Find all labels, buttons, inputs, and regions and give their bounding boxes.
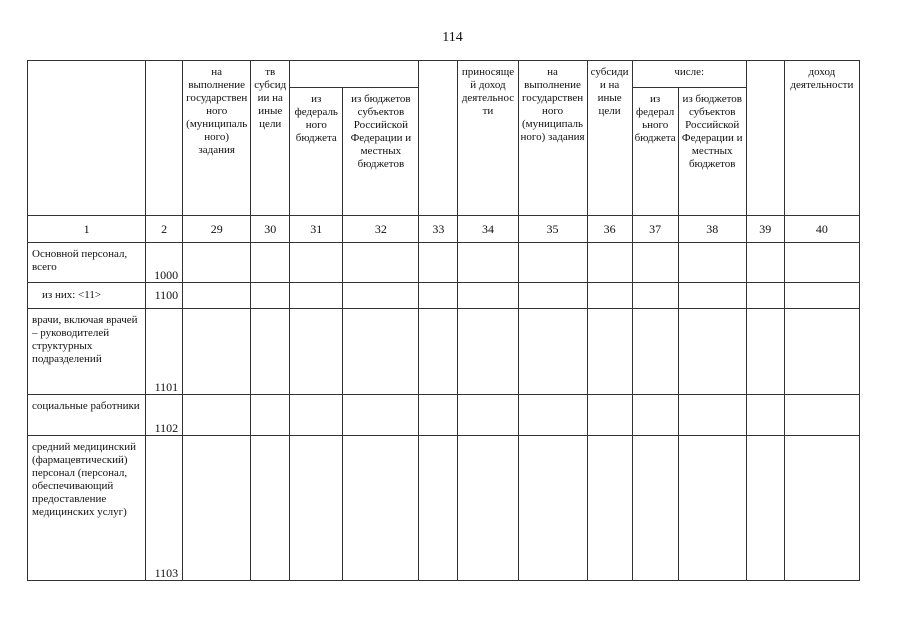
table-row xyxy=(28,309,860,395)
table-row xyxy=(28,243,860,283)
data-cell xyxy=(183,436,251,581)
data-cell xyxy=(784,243,859,283)
header-cell-1 xyxy=(28,61,146,216)
row-code: 1000 xyxy=(146,243,183,283)
data-cell xyxy=(632,395,678,436)
column-number: 39 xyxy=(746,216,784,243)
row-label: социальные работники xyxy=(28,395,146,436)
data-cell xyxy=(251,436,290,581)
header-cell-37-38-group: числе: xyxy=(632,61,746,88)
data-cell xyxy=(518,436,587,581)
data-cell xyxy=(343,395,419,436)
data-cell xyxy=(343,309,419,395)
header-cell-35: на выполнение государственного (муниципального) задания xyxy=(518,61,587,216)
header-cell-36: субсидии на иные цели xyxy=(587,61,632,216)
data-cell xyxy=(632,283,678,309)
column-number: 32 xyxy=(343,216,419,243)
data-cell xyxy=(343,283,419,309)
data-cell xyxy=(458,283,518,309)
data-cell xyxy=(290,309,343,395)
header-cell-32: из бюджетов субъектов Российской Федерации и местных бюджетов xyxy=(343,88,419,216)
data-cell xyxy=(746,436,784,581)
data-cell xyxy=(678,283,746,309)
row-code: 1102 xyxy=(146,395,183,436)
column-number: 31 xyxy=(290,216,343,243)
column-number: 29 xyxy=(183,216,251,243)
report-table xyxy=(27,60,860,581)
data-cell xyxy=(632,436,678,581)
data-cell xyxy=(183,243,251,283)
page-number: 114 xyxy=(442,30,463,45)
data-cell xyxy=(587,283,632,309)
data-cell xyxy=(784,395,859,436)
data-cell xyxy=(632,243,678,283)
data-cell xyxy=(518,243,587,283)
header-cell-29: на выполнение государственного (муниципального) задания xyxy=(183,61,251,216)
data-cell xyxy=(458,243,518,283)
column-number: 38 xyxy=(678,216,746,243)
table-row xyxy=(28,395,860,436)
data-cell xyxy=(678,436,746,581)
header-cell-31: из федерального бюджета xyxy=(290,88,343,216)
row-label: из них: <11> xyxy=(28,283,146,309)
data-cell xyxy=(458,309,518,395)
data-cell xyxy=(518,309,587,395)
column-number: 35 xyxy=(518,216,587,243)
row-code: 1103 xyxy=(146,436,183,581)
data-cell xyxy=(746,309,784,395)
header-cell-30: тв субсидии на иные цели xyxy=(251,61,290,216)
data-cell xyxy=(784,436,859,581)
header-cell-31-32-group xyxy=(290,61,419,88)
column-number: 40 xyxy=(784,216,859,243)
column-number: 33 xyxy=(419,216,458,243)
table-row xyxy=(28,436,860,581)
header-cell-37: из федерального бюджета xyxy=(632,88,678,216)
data-cell xyxy=(632,309,678,395)
data-cell xyxy=(419,243,458,283)
column-number: 34 xyxy=(458,216,518,243)
data-cell xyxy=(290,395,343,436)
data-cell xyxy=(251,283,290,309)
column-number: 36 xyxy=(587,216,632,243)
header-cell-2 xyxy=(146,61,183,216)
data-cell xyxy=(419,395,458,436)
data-cell xyxy=(678,395,746,436)
data-cell xyxy=(419,309,458,395)
data-cell xyxy=(458,436,518,581)
data-cell xyxy=(587,243,632,283)
column-number-row xyxy=(28,216,860,243)
data-cell xyxy=(784,309,859,395)
data-cell xyxy=(746,283,784,309)
row-label: врачи, включая врачей – руководителей структурных подразделений xyxy=(28,309,146,395)
header-cell-38: из бюджетов субъектов Российской Федерации и местных бюджетов xyxy=(678,88,746,216)
data-cell xyxy=(784,283,859,309)
data-cell xyxy=(343,243,419,283)
data-cell xyxy=(183,283,251,309)
data-cell xyxy=(678,243,746,283)
data-cell xyxy=(251,243,290,283)
data-cell xyxy=(183,309,251,395)
data-cell xyxy=(587,309,632,395)
column-number: 1 xyxy=(28,216,146,243)
column-number: 2 xyxy=(146,216,183,243)
data-cell xyxy=(183,395,251,436)
row-label: средний медицинский (фармацевтический) персонал (персонал, обеспечивающий предоставление медицинских услуг) xyxy=(28,436,146,581)
header-cell-40: доход деятельности xyxy=(784,61,859,216)
data-cell xyxy=(251,309,290,395)
data-cell xyxy=(419,436,458,581)
header-cell-34: приносящей доход деятельности xyxy=(458,61,518,216)
row-code: 1100 xyxy=(146,283,183,309)
column-number: 30 xyxy=(251,216,290,243)
data-cell xyxy=(290,283,343,309)
data-cell xyxy=(746,243,784,283)
column-number: 37 xyxy=(632,216,678,243)
table-row xyxy=(28,283,860,309)
data-cell xyxy=(458,395,518,436)
header-row-top xyxy=(28,61,860,88)
header-cell-39 xyxy=(746,61,784,216)
data-cell xyxy=(518,283,587,309)
data-cell xyxy=(290,243,343,283)
data-cell xyxy=(518,395,587,436)
data-cell xyxy=(419,283,458,309)
row-code: 1101 xyxy=(146,309,183,395)
header-cell-33 xyxy=(419,61,458,216)
data-cell xyxy=(746,395,784,436)
data-cell xyxy=(290,436,343,581)
data-cell xyxy=(587,395,632,436)
data-cell xyxy=(251,395,290,436)
data-cell xyxy=(587,436,632,581)
data-cell xyxy=(678,309,746,395)
data-cell xyxy=(343,436,419,581)
row-label: Основной персонал, всего xyxy=(28,243,146,283)
